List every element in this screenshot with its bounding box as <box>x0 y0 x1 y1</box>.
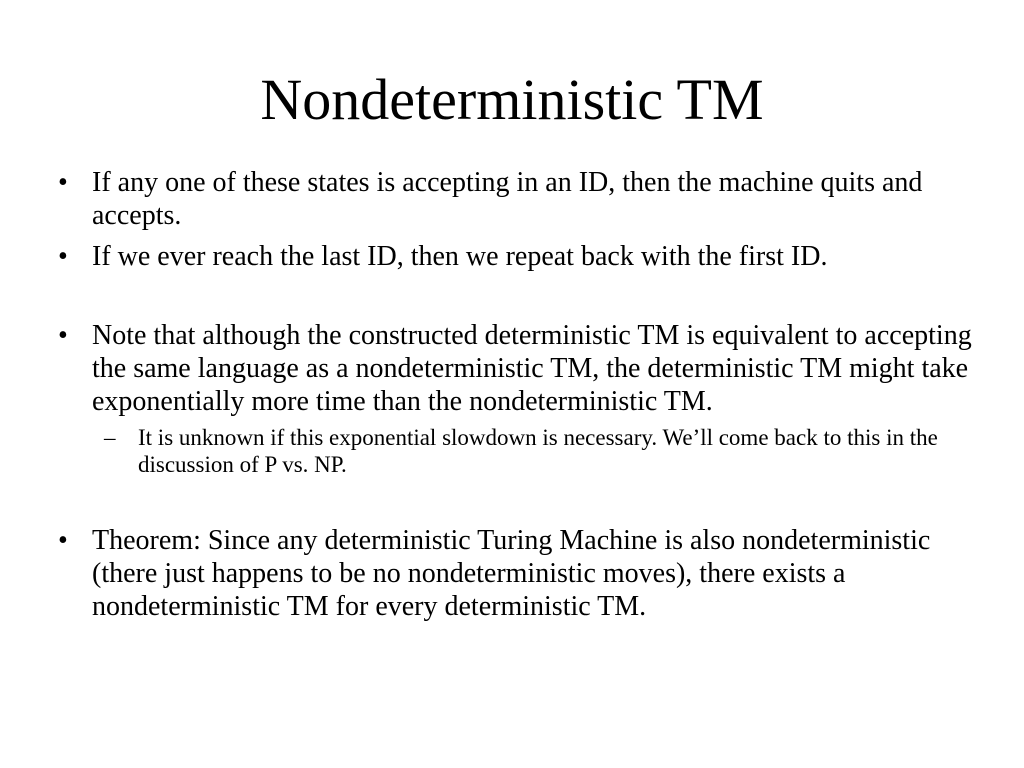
sub-bullet-text: It is unknown if this exponential slowdown is necessary. We’ll come back to this in the discussion of P vs. NP. <box>138 425 938 477</box>
bullet-marker: • <box>58 320 68 351</box>
bullet-item <box>58 166 988 232</box>
bullet-marker: • <box>58 525 68 556</box>
bullet-text: Theorem: Since any deterministic Turing Machine is also nondeterministic (there just happens to be no nondeterministic moves), there exists a nondeterministic TM for every deterministic TM. <box>92 525 931 622</box>
bullet-marker: • <box>58 167 68 198</box>
bullet-text: If we ever reach the last ID, then we repeat back with the first ID. <box>92 241 828 272</box>
bullet-item <box>58 319 988 418</box>
slide-title: Nondeterministic TM <box>260 67 764 132</box>
bullet-item <box>58 524 988 623</box>
bullet-text: Note that although the constructed deterministic TM is equivalent to accepting the same language as a nondeterministic TM, the deterministic TM might take exponentially more time than the nondeterministic TM. <box>92 320 972 417</box>
bullet-text: If any one of these states is accepting in an ID, then the machine quits and accepts. <box>92 167 923 231</box>
sub-bullet-marker: – <box>104 425 116 450</box>
bullet-item <box>58 240 988 273</box>
slide-body <box>58 166 988 623</box>
sub-bullet-item <box>58 424 988 478</box>
bullet-marker: • <box>58 241 68 272</box>
